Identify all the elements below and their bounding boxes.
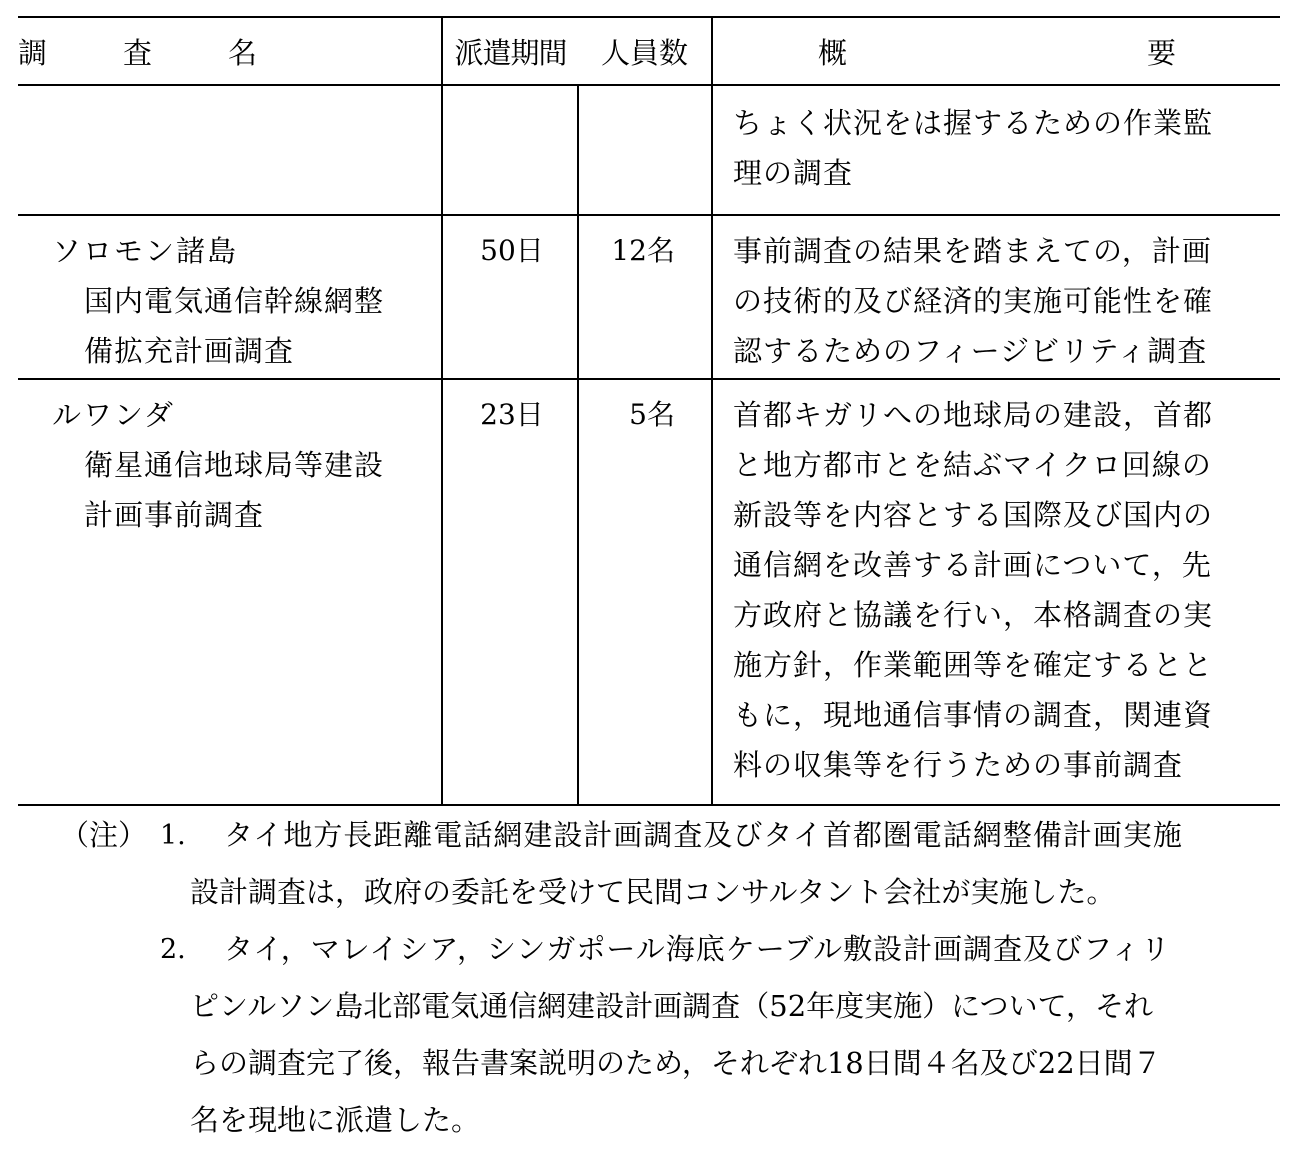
note-line: タイ，マレイシア，シンガポール海底ケーブル敷設計画調査及びフィリ (224, 932, 1171, 966)
note-line: 設計調査は，政府の委託を受けて民間コンサルタント会社が実施した。 (190, 875, 1116, 909)
outline-line: 通信網を改善する計画について，先 (733, 548, 1212, 582)
outline-line: 料の収集等を行うための事前調査 (733, 748, 1184, 782)
cell-count (578, 85, 712, 215)
cell-count (578, 379, 712, 805)
header-outline-char: 概 (818, 35, 848, 70)
note-line: 名を現地に派遣した。 (190, 1103, 481, 1137)
note-line: らの調査完了後，報告書案説明のため，それぞれ18日間４名及び22日間７ (190, 1046, 1162, 1080)
outline-line: ちょく状況をは握するための作業監 (733, 106, 1214, 140)
table-header (18, 17, 1280, 85)
cell-period (442, 379, 578, 805)
period-value: 50日 (480, 234, 544, 267)
cell-count (578, 215, 712, 379)
note-item (44, 921, 1284, 1149)
header-outline (712, 17, 1280, 85)
outline-line: 理の調査 (733, 156, 854, 190)
note-number: 1. (160, 820, 186, 851)
outline-line: 施方針，作業範囲等を確定するとと (733, 648, 1214, 682)
cell-outline (712, 85, 1280, 215)
table-row (18, 379, 1280, 805)
count-value: 12名 (611, 234, 675, 267)
notes-section (44, 807, 1284, 1149)
survey-country: ソロモン諸島 (52, 234, 239, 268)
note-item (44, 807, 1284, 921)
outline-line: 事前調査の結果を踏まえての，計画 (733, 234, 1212, 268)
outline-line: 方政府と協議を行い，本格調査の実 (733, 598, 1214, 632)
survey-table (18, 16, 1280, 806)
survey-country: ルワンダ (52, 398, 175, 432)
survey-title-line: 備拡充計画調査 (84, 334, 295, 368)
note-line: ピンルソン島北部電気通信網建設計画調査（52年度実施）について，それ (190, 989, 1154, 1023)
table-row (18, 85, 1280, 215)
count-value: 5名 (629, 398, 675, 431)
header-name-char: 査 (123, 35, 153, 70)
notes-mark: （注） (60, 818, 148, 852)
outline-line: もに，現地通信事情の調査，関連資 (733, 698, 1214, 732)
table-body (18, 85, 1280, 805)
survey-title-line: 国内電気通信幹線網整 (84, 284, 385, 318)
header-survey-name (18, 17, 442, 85)
header-staff-count: 人員数 (578, 17, 712, 85)
cell-period (442, 215, 578, 379)
table-row (18, 215, 1280, 379)
header-row (18, 17, 1280, 85)
cell-outline (712, 379, 1280, 805)
outline-line: 首都キガリへの地球局の建設，首都 (733, 398, 1214, 432)
period-value: 23日 (480, 398, 544, 431)
cell-survey-name (18, 85, 442, 215)
header-outline-char: 要 (1147, 35, 1177, 70)
header-dispatch-period: 派遣期間 (442, 17, 578, 85)
outline-line: と地方都市とを結ぶマイクロ回線の (733, 448, 1212, 482)
cell-period (442, 85, 578, 215)
cell-survey-name (18, 379, 442, 805)
header-name-char: 名 (228, 35, 258, 70)
cell-outline (712, 215, 1280, 379)
outline-line: の技術的及び経済的実施可能性を確 (733, 284, 1214, 318)
note-number: 2. (160, 934, 186, 965)
outline-line: 認するためのフィージビリティ調査 (733, 334, 1208, 368)
outline-line: 新設等を内容とする国際及び国内の (733, 498, 1214, 532)
header-name-char: 調 (18, 35, 48, 70)
survey-title-line: 衛星通信地球局等建設 (84, 448, 385, 482)
cell-survey-name (18, 215, 442, 379)
survey-title-line: 計画事前調査 (84, 498, 265, 532)
note-line: タイ地方長距離電話網建設計画調査及びタイ首都圏電話網整備計画実施 (224, 818, 1183, 852)
